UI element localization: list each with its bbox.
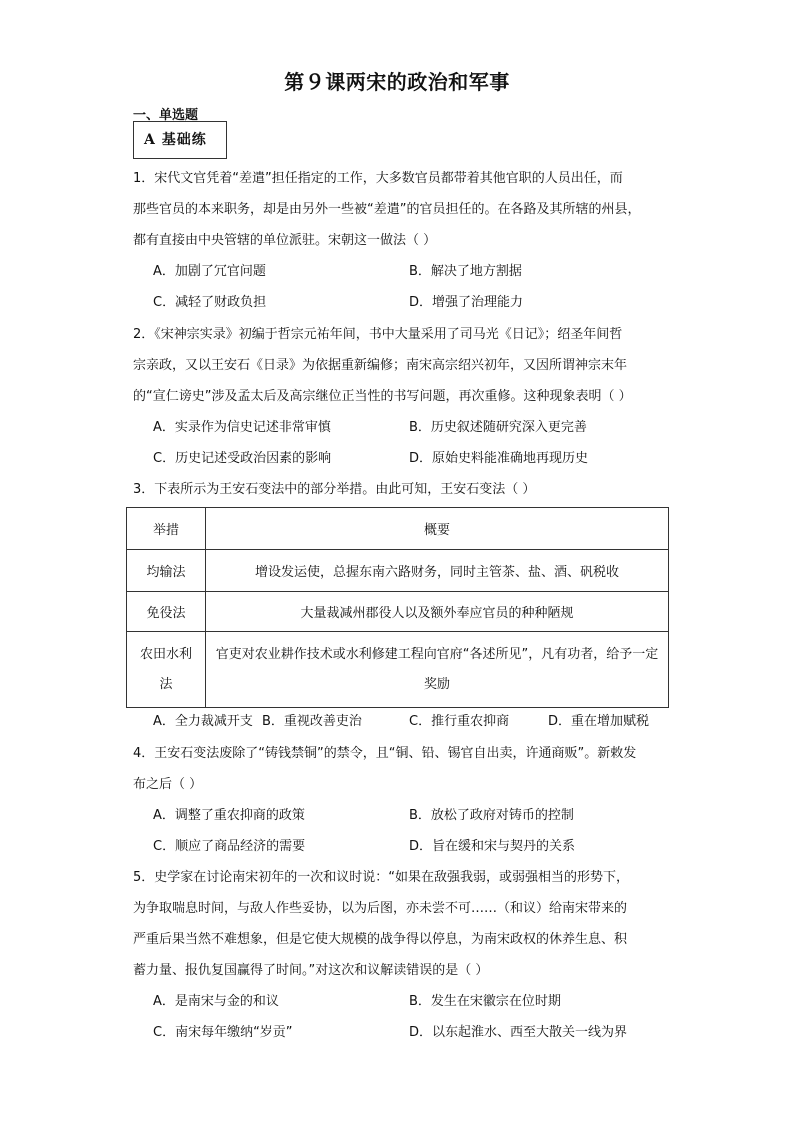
question-2-option-a: A．实录作为信史记述非常审慎 (153, 420, 331, 435)
question-1-option-d: D．增强了治理能力 (409, 295, 524, 310)
question-5-option-b: B．发生在宋徽宗在位时期 (409, 994, 561, 1009)
table-cell: 均输法 (127, 550, 206, 592)
table-row (127, 550, 669, 592)
question-1-option-a: A．加剧了冗官问题 (153, 264, 266, 279)
question-4-line: 4．王安石变法废除了“铸钱禁铜”的禁令，且“铜、铅、锡官自出卖，许通商贩”。新敕发 (133, 746, 637, 761)
question-5-line: 为争取喘息时间，与敌人作些妥协，以为后图，亦未尝不可……（和议）给南宋带来的 (133, 901, 628, 916)
question-1-line: 那些官员的本来职务，却是由另外一些被“差遣”的官员担任的。在各路及其所辖的州县， (133, 202, 641, 217)
question-2-line: 宗亲政，又以王安石《日录》为依据重新编修；南宋高宗绍兴初年，又因所谓神宗末年 (133, 358, 628, 373)
question-1-line: 都有直接由中央管辖的单位派驻。宋朝这一做法（ ） (133, 233, 437, 248)
level-badge: A 基础练 (133, 121, 227, 159)
question-4-option-a: A．调整了重农抑商的政策 (153, 808, 305, 823)
question-3-option-a: A．全力裁减开支 (153, 714, 253, 729)
question-3-option-d: D．重在增加赋税 (548, 714, 650, 729)
table-header-cell: 概要 (206, 508, 669, 550)
question-4-option-c: C．顺应了商品经济的需要 (153, 839, 306, 854)
question-5-line: 蓄力量、报仇复国赢得了时间。”对这次和议解读错误的是（ ） (133, 963, 489, 978)
reform-measures-table (126, 507, 669, 708)
question-4-option-d: D．旨在缓和宋与契丹的关系 (409, 839, 576, 854)
question-2-line: 的“宣仁谤史”涉及孟太后及高宗继位正当性的书写问题，再次重修。这种现象表明（ ） (133, 389, 632, 404)
question-1-line: 1．宋代文官凭着“差遣”担任指定的工作，大多数官员都带着其他官职的人员出任，而 (133, 171, 623, 186)
question-4-option-b: B．放松了政府对铸币的控制 (409, 808, 574, 823)
question-5-option-d: D．以东起淮水、西至大散关一线为界 (409, 1025, 628, 1040)
question-3-option-b: B．重视改善吏治 (262, 714, 362, 729)
page-title: 第９课两宋的政治和军事 (284, 70, 510, 94)
question-3-option-c: C．推行重农抑商 (409, 714, 510, 729)
question-2-option-b: B．历史叙述随研究深入更完善 (409, 420, 587, 435)
section-heading: 一、单选题 (133, 108, 199, 123)
table-row (127, 632, 669, 708)
table-row (127, 592, 669, 632)
table-cell: 农田水利法 (127, 632, 206, 708)
question-5-line: 严重后果当然不难想象，但是它使大规模的战争得以停息，为南宋政权的休养生息、积 (133, 932, 628, 947)
question-3-line: 3．下表所示为王安石变法中的部分举措。由此可知，王安石变法（ ） (133, 482, 536, 497)
table-cell: 大量裁减州郡役人以及额外奉应官员的种种陋规 (206, 592, 669, 632)
table-cell: 官吏对农业耕作技术或水利修建工程向官府“各述所见”，凡有功者，给予一定奖励 (206, 632, 669, 708)
table-header-row (127, 508, 669, 550)
question-5-line: 5．史学家在讨论南宋初年的一次和议时说：“如果在敌强我弱，或弱强相当的形势下， (133, 870, 630, 885)
question-2-option-d: D．原始史料能准确地再现历史 (409, 451, 589, 466)
table-cell: 免役法 (127, 592, 206, 632)
question-1-option-b: B．解决了地方割据 (409, 264, 522, 279)
question-2-option-c: C．历史记述受政治因素的影响 (153, 451, 332, 466)
question-4-line: 布之后（ ） (133, 777, 203, 792)
table-header-cell: 举措 (127, 508, 206, 550)
question-5-option-a: A．是南宋与金的和议 (153, 994, 279, 1009)
table-cell: 增设发运使，总握东南六路财务，同时主管茶、盐、酒、矾税收 (206, 550, 669, 592)
question-2-line: 2．《宋神宗实录》初编于哲宗元祐年间，书中大量采用了司马光《日记》；绍圣年间哲 (133, 327, 623, 342)
question-5-option-c: C．南宋每年缴纳“岁贡” (153, 1025, 293, 1040)
question-1-option-c: C．减轻了财政负担 (153, 295, 267, 310)
